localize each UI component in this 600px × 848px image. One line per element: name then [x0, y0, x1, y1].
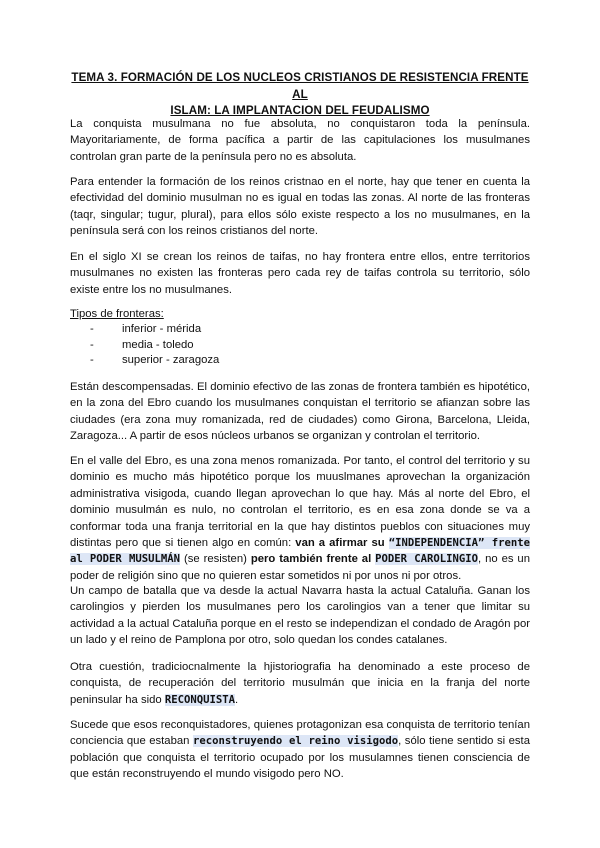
list-item: - superior - zaragoza	[90, 354, 220, 366]
list-item: - inferior - mérida	[90, 323, 202, 335]
highlight-independencia: “INDEPENDENCIA” frente al PODER MUSULMÁN	[70, 537, 530, 566]
paragraph-5: En el valle del Ebro, es una zona menos romanizada. Por tanto, el control del territorio y su dominio es mucho más hipotético porque los muuslmanes aprovechan la organización administrativa visigoda, cuando llegan aprovechan lo que hay. Más al norte del Ebro, el dominio musulmán es nulo, no controlan el territorio, es en esa zona donde se va a conformar toda una franja territorial en la que hay distintos pueblos con situaciones muy distintas pero que si tienen algo en común: van a afirmar su “INDEPENDENCIA” frente al PODER MUSULMÁN (se resisten) pero también frente al PODER CAROLINGIO, no es un poder de religión sino que no quieren estar sometidos ni por unos ni por otros.	[70, 455, 530, 582]
highlight-reino-visigodo: reconstruyendo el reino visigodo	[192, 735, 399, 748]
highlight-poder-carolingio: PODER CAROLINGIO	[375, 553, 478, 566]
highlight-reconquista: RECONQUISTA	[164, 693, 236, 706]
list-item: - media - toledo	[90, 338, 194, 351]
document-title	[70, 70, 530, 120]
paragraph-3: En el siglo XI se crean los reinos de taifas, no hay frontera entre ellos, entre territorios musulmanes no existen las fronteras pero cada rey de taifas controla su territorio, sólo existe entre los no musulmanes.	[70, 251, 530, 296]
paragraph-7: Otra cuestión, tradiciocnalmente la hjistoriografia ha denominado a este proceso de conquista, de recuperación del territorio musulmán que inicia en la franja del norte peninsular ha sido RECONQUISTA.	[70, 661, 530, 706]
title-line-1: TEMA 3. FORMACIÓN DE LOS NUCLEOS CRISTIANOS DE RESISTENCIA FRENTE AL	[71, 71, 529, 101]
title-line-2: ISLAM: LA IMPLANTACION DEL FEUDALISMO	[170, 104, 430, 117]
list-title: Tipos de fronteras:	[70, 308, 164, 320]
paragraph-6: Un campo de batalla que va desde la actual Navarra hasta la actual Cataluña. Ganan los carolingios y pierden los musulmanes pero los carolingios van a tener que limitar su actividad a la actual Cataluña porque en el resto se independizan el condado de Aragón por un lado y el reino de Pamplona por otro, solo quedan los condes catalanes.	[70, 585, 530, 647]
frontier-types-list	[90, 322, 219, 369]
paragraph-8: Sucede que esos reconquistadores, quienes protagonizan esa conquista de territorio tenían conciencia que estaban reconstruyendo el reino visigodo, sólo tiene sentido si esta población que conquista el territorio ocupado por los musulamnes tienen consciencia de que están reconstruyendo el mundo visigodo pero NO.	[70, 719, 530, 781]
paragraph-2: Para entender la formación de los reinos cristnao en el norte, hay que tener en cuenta la efectividad del dominio musulman no es igual en todas las zonas. Al norte de las fronteras (taqr, singular; tugur, plural), para ellos sólo existe respecto a los no musulmanes, en la península será con los reinos cristianos del norte.	[70, 176, 530, 238]
paragraph-1: La conquista musulmana no fue absoluta, no conquistaron toda la península. Mayoritariamente, de forma pacífica a partir de las capitulaciones los musulmanes controlan gran parte de la península pero no es absoluta.	[70, 118, 530, 163]
paragraph-4: Están descompensadas. El dominio efectivo de las zonas de frontera también es hipotético, en la zona del Ebro cuando los musulmanes conquistan el territorio se afianzan sobre las ciudades (era zona muy romanizada, red de ciudades) como Girona, Barcelona, Lleida, Zaragoza... A partir de esos núcleos urbanos se organizan y controlan el territorio.	[70, 381, 530, 443]
